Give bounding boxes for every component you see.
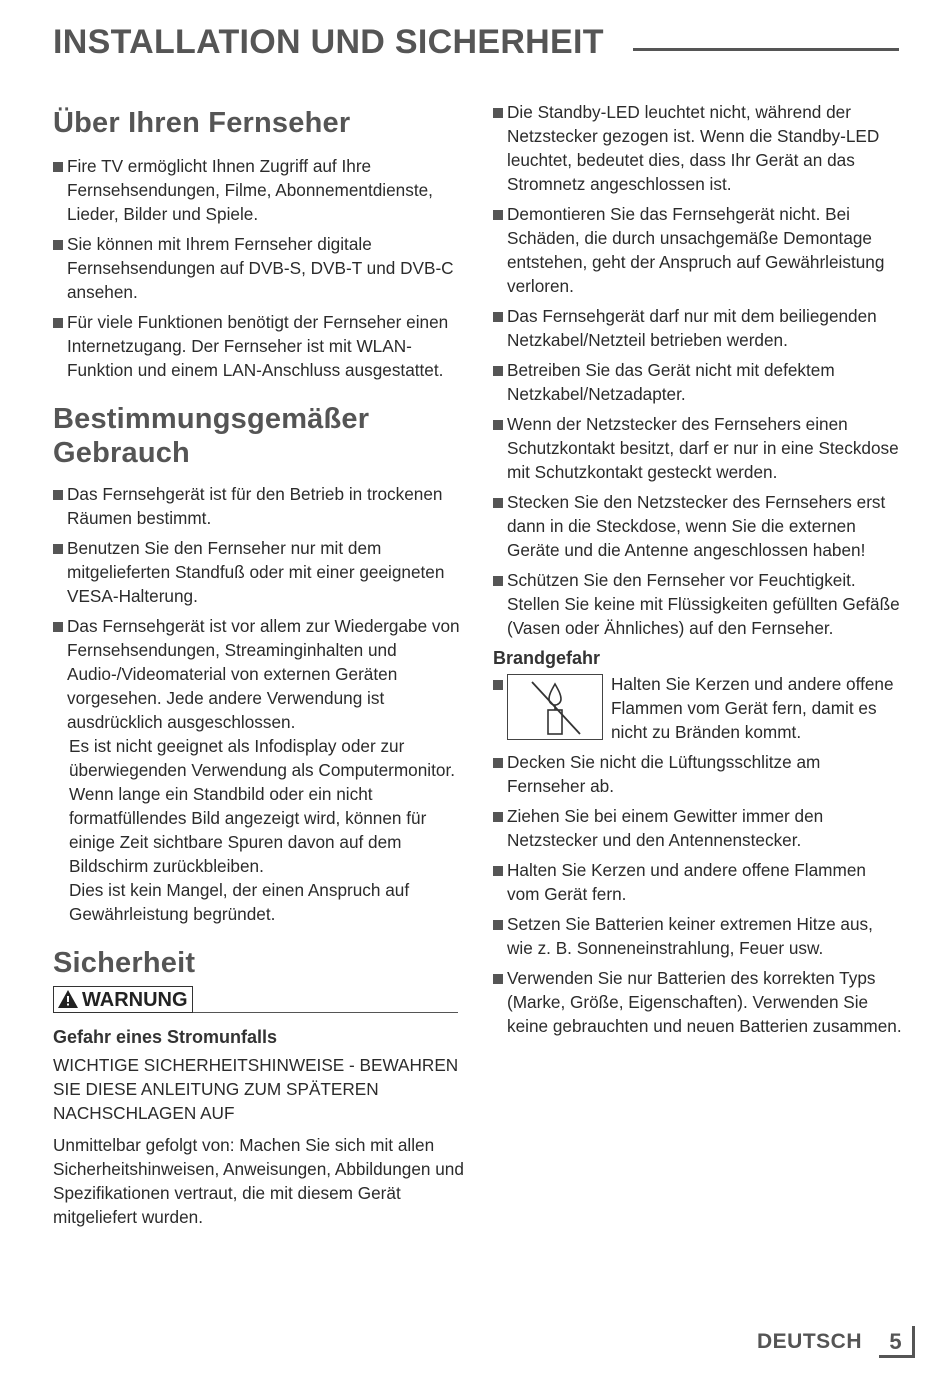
left-column	[53, 100, 465, 1237]
page-footer	[757, 1326, 919, 1358]
section-heading-intended-use: Bestimmungsgemäßer Gebrauch	[53, 403, 370, 469]
list-item: Sie können mit Ihrem Fernseher digitale Fernsehsendungen auf DVB-S, DVB-T und DVB-C ansehen.	[53, 232, 465, 304]
warning-text: WARNUNG	[82, 989, 188, 1011]
page-title: INSTALLATION UND SICHERHEIT	[53, 23, 604, 61]
right-column	[493, 100, 903, 1044]
list-item: Das Fernsehgerät darf nur mit dem beiliegenden Netzkabel/Netzteil betrieben werden.	[493, 304, 903, 352]
list-item: Stecken Sie den Netzstecker des Fernsehers erst dann in die Steckdose, wenn Sie die externen Geräte und die Antenne angeschlossen haben!	[493, 490, 903, 562]
list-item: Das Fernsehgerät ist für den Betrieb in trockenen Räumen bestimmt.	[53, 482, 465, 530]
list-item-candle	[493, 672, 903, 744]
page-header	[53, 20, 899, 64]
warning-triangle-icon	[58, 990, 78, 1008]
header-rule	[633, 48, 899, 51]
warranty-note: Dies ist kein Mangel, der einen Anspruch auf Gewährleistung begründet.	[69, 880, 410, 924]
about-tv-list	[53, 154, 465, 382]
section-heading-about-tv: Über Ihren Fernseher	[53, 107, 351, 139]
list-item: Schützen Sie den Fernseher vor Feuchtigkeit. Stellen Sie keine mit Flüssigkeiten gefüllten Gefäße (Vasen oder Ähnliches) auf den Fernseher.	[493, 568, 903, 640]
safety-list	[493, 100, 903, 640]
footer-language: DEUTSCH	[757, 1330, 863, 1353]
no-candle-icon	[507, 674, 603, 740]
list-item: Benutzen Sie den Fernseher nur mit dem mitgelieferten Standfuß oder mit einer geeigneten VESA-Halterung.	[53, 536, 465, 608]
list-item: Verwenden Sie nur Batterien des korrekten Typs (Marke, Größe, Eigenschaften). Verwenden Sie keine gebrauchten und neuen Batterien zusammen.	[493, 966, 903, 1038]
list-item: Setzen Sie Batterien keiner extremen Hitze aus, wie z. B. Sonneneinstrahlung, Feuer usw.	[493, 912, 903, 960]
candle-warning-text: Halten Sie Kerzen und andere offene Flammen vom Gerät fern, damit es nicht zu Bränden kommt.	[611, 674, 894, 742]
intended-use-list	[53, 482, 465, 734]
safety-body-text: Unmittelbar gefolgt von: Machen Sie sich mit allen Sicherheitshinweisen, Anweisungen, Abbildungen und Spezifikationen vertraut, die mit diesem Gerät mitgeliefert wurden.	[53, 1135, 464, 1227]
page-number: 5	[879, 1326, 915, 1358]
list-item: Das Fernsehgerät ist vor allem zur Wiedergabe von Fernsehsendungen, Streaminginhalten und Audio-/Videomaterial von externen Geräten vorgesehen. Jede andere Verwendung ist ausdrücklich ausgeschlossen.	[53, 614, 465, 734]
list-item: Demontieren Sie das Fernsehgerät nicht. Bei Schäden, die durch unsachgemäße Demontage entstehen, geht der Anspruch auf Gewährleistung verloren.	[493, 202, 903, 298]
list-item: Betreiben Sie das Gerät nicht mit defektem Netzkabel/Netzadapter.	[493, 358, 903, 406]
list-item: Wenn der Netzstecker des Fernsehers einen Schutzkontakt besitzt, darf er nur in eine Steckdose mit Schutzkontakt gesteckt werden.	[493, 412, 903, 484]
list-item: Halten Sie Kerzen und andere offene Flammen vom Gerät fern.	[493, 858, 903, 906]
list-item: Ziehen Sie bei einem Gewitter immer den Netzstecker und den Antennenstecker.	[493, 804, 903, 852]
list-item: Fire TV ermöglicht Ihnen Zugriff auf Ihre Fernsehsendungen, Filme, Abonnementdienste, Lieder, Bilder und Spiele.	[53, 154, 465, 226]
safety-caps-notice: WICHTIGE SICHERHEITSHINWEISE - BEWAHREN SIE DIESE ANLEITUNG ZUM SPÄTEREN NACHSCHLAGEN AUF	[53, 1055, 459, 1123]
warning-label	[53, 986, 193, 1013]
not-infodisplay-note: Es ist nicht geeignet als Infodisplay oder zur überwiegenden Verwendung als Computermonitor. Wenn lange ein Standbild oder ein nicht formatfüllendes Bild angezeigt wird, können für einige Zeit sichtbare Spuren davon auf dem Bildschirm zurückbleiben.	[69, 736, 456, 876]
fire-hazard-heading: Brandgefahr	[493, 648, 601, 668]
list-item: Decken Sie nicht die Lüftungsschlitze am Fernseher ab.	[493, 750, 903, 798]
list-item: Die Standby-LED leuchtet nicht, während der Netzstecker gezogen ist. Wenn die Standby-LED leuchtet, bedeutet dies, dass Ihr Gerät an das Stromnetz angeschlossen ist.	[493, 100, 903, 196]
section-heading-safety: Sicherheit	[53, 947, 196, 979]
electric-hazard-heading: Gefahr eines Stromunfalls	[53, 1027, 278, 1047]
list-item: Für viele Funktionen benötigt der Fernseher einen Internetzugang. Der Fernseher ist mit WLAN-Funktion und einem LAN-Anschluss ausgestattet.	[53, 310, 465, 382]
fire-list	[493, 672, 903, 1038]
